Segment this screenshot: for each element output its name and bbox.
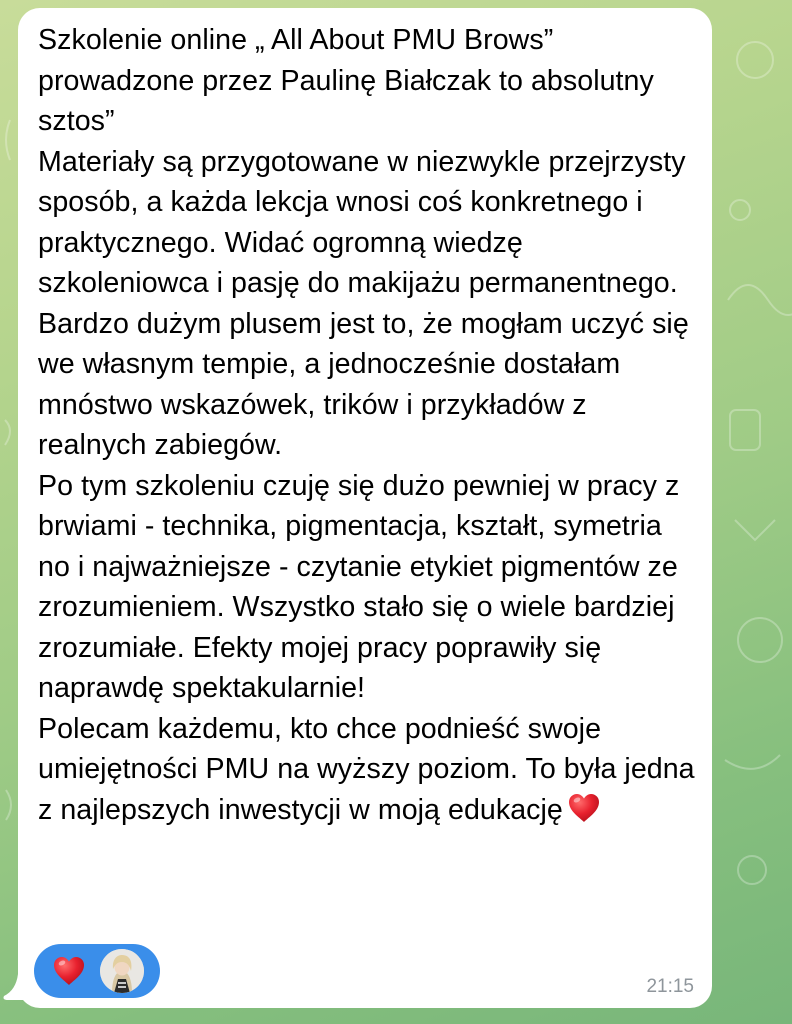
message-paragraph: Materiały są przygotowane w niezwykle przejrzysty sposób, a każda lekcja wnosi coś konkretnego i praktycznego. Widać ogromną wiedzę szkoleniowca i pasję do makijażu permanentnego. Bardzo dużym plusem jest to, że mogłam uczyć się we własnym tempie, a jednocześnie dostałam mnóstwo wskazówek, trików i przykładów z realnych zabiegów.	[38, 145, 689, 461]
message-paragraph-last	[38, 709, 698, 831]
reaction-pill[interactable]	[34, 944, 160, 998]
reaction-heart-icon	[52, 955, 86, 987]
avatar[interactable]	[100, 949, 144, 993]
message-paragraph: Po tym szkoleniu czuję się dużo pewniej w pracy z brwiami - technika, pigmentacja, kształt, symetria no i najważniejsze - czytanie etykiet pigmentów ze zrozumieniem. Wszystko stało się o wiele bardziej zrozumiałe. Efekty mojej pracy poprawiły się naprawdę spektakularnie!	[38, 469, 680, 704]
message-paragraph: Szkolenie online „ All About PMU Brows” prowadzone przez Paulinę Białczak to absolutny sztos”	[38, 24, 654, 137]
message-text	[38, 20, 698, 830]
message-timestamp: 21:15	[646, 976, 694, 997]
bubble-tail	[2, 974, 32, 1000]
message-paragraph-text: Polecam każdemu, kto chce podnieść swoje umiejętności PMU na wyższy poziom. To była jedna z najlepszych inwestycji w moją edukację	[38, 712, 695, 826]
avatar-photo-icon	[100, 949, 144, 993]
red-heart-emoji-icon	[567, 792, 601, 824]
message-bubble[interactable]	[18, 8, 712, 1008]
